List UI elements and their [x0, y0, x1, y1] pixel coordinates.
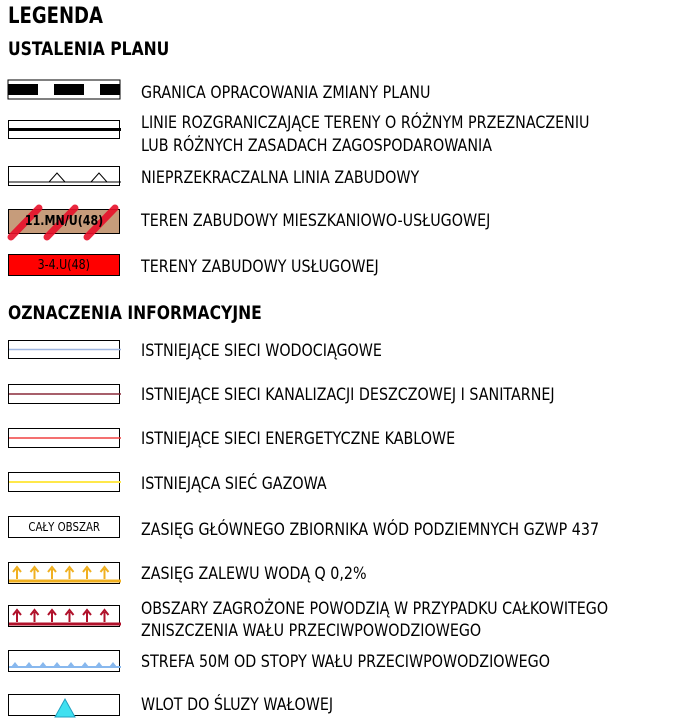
building-line-symbol — [8, 166, 120, 186]
legend-label-gzwp: ZASIĘG GŁÓWNEGO ZBIORNIKA WÓD PODZIEMNYCH GZWP 437 — [141, 520, 600, 540]
legend-label-wlot: WLOT DO ŚLUZY WAŁOWEJ — [141, 695, 334, 715]
legend-label-strefa: STREFA 50M OD STOPY WAŁU PRZECIWPOWODZIOWEGO — [141, 652, 550, 672]
flood-risk-area-symbol — [8, 605, 120, 627]
mixed-use-area-symbol — [8, 209, 120, 234]
dividing-line-symbol — [8, 120, 120, 139]
levee-zone-symbol — [8, 650, 120, 672]
legend-label-kan: ISTNIEJĄCE SIECI KANALIZACJI DESZCZOWEJ I SANITARNEJ — [141, 385, 555, 405]
aquifer-extent-symbol — [8, 516, 120, 538]
service-area-code: 3-4.U(48) — [37, 257, 91, 273]
legend-label-gaz: ISTNIEJĄCA SIEĆ GAZOWA — [141, 474, 327, 494]
boundary-dashed-symbol — [8, 80, 120, 99]
power-cable-symbol — [8, 428, 120, 448]
legend-label-zabudowa: NIEPRZEKRACZALNA LINIA ZABUDOWY — [141, 168, 420, 188]
sluice-inlet-symbol — [8, 694, 120, 716]
flood-extent-symbol — [8, 562, 120, 584]
legend-label-wod: ISTNIEJĄCE SIECI WODOCIĄGOWE — [141, 341, 382, 361]
legend-label-energ: ISTNIEJĄCE SIECI ENERGETYCZNE KABLOWE — [141, 429, 456, 449]
legend-label-u: TERENY ZABUDOWY USŁUGOWEJ — [141, 257, 379, 277]
legend-label-mn-u: TEREN ZABUDOWY MIESZKANIOWO-USŁUGOWEJ — [141, 211, 491, 231]
legend-label-obszary-2: ZNISZCZENIA WAŁU PRZECIWPOWODZIOWEGO — [141, 621, 482, 641]
legend-label-linie-1: LINIE ROZGRANICZAJĄCE TERENY O RÓŻNYM PRZEZNACZENIU — [141, 113, 590, 133]
legend-title: LEGENDA — [8, 4, 103, 29]
water-network-symbol — [8, 340, 120, 359]
legend-label-zalew: ZASIĘG ZALEWU WODĄ Q 0,2% — [141, 564, 367, 584]
legend-label-granica: GRANICA OPRACOWANIA ZMIANY PLANU — [141, 83, 431, 103]
aquifer-extent-code: CAŁY OBSZAR — [28, 520, 100, 534]
service-area-symbol — [8, 254, 120, 276]
section-title-info: OZNACZENIA INFORMACYJNE — [8, 302, 262, 324]
section-title-plan: USTALENIA PLANU — [8, 38, 170, 60]
legend-label-obszary-1: OBSZARY ZAGROŻONE POWODZIĄ W PRZYPADKU CAŁKOWITEGO — [141, 599, 609, 619]
gas-network-symbol — [8, 472, 120, 492]
sewer-network-symbol — [8, 384, 120, 404]
mixed-use-code: 11.MN/U(48) — [24, 214, 104, 229]
legend-label-linie-2: LUB RÓŻNYCH ZASADACH ZAGOSPODAROWANIA — [141, 136, 492, 156]
